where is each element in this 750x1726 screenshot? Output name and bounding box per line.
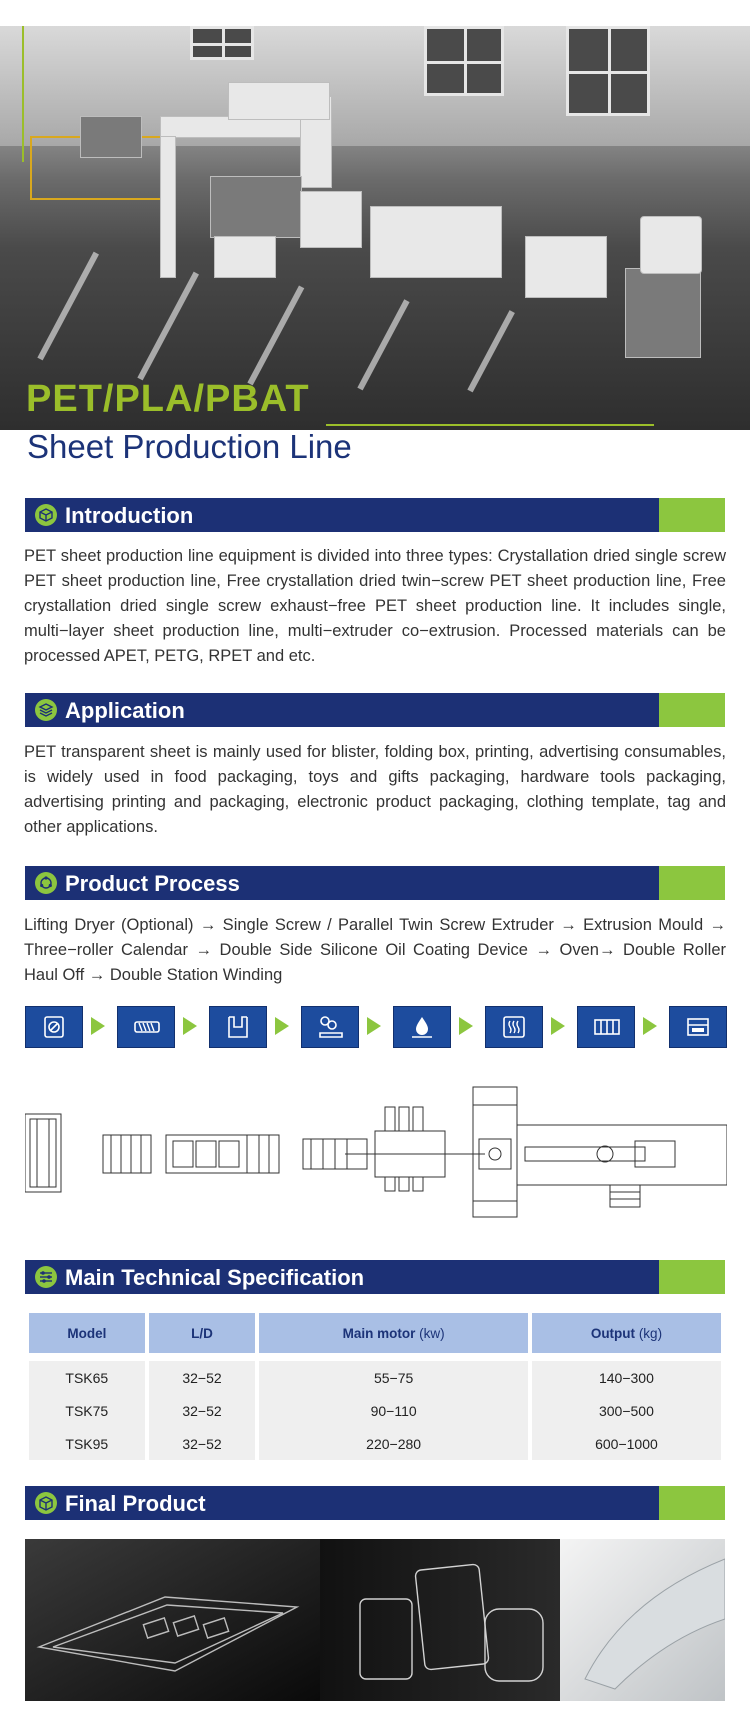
cycle-icon [35, 872, 57, 894]
dryer-icon [25, 1006, 83, 1048]
section-accent [659, 693, 725, 727]
oven [370, 206, 502, 278]
spec-header-main-motor: Main motor (kw) [259, 1313, 528, 1353]
table-row [29, 1361, 721, 1394]
process-arrow [275, 1017, 289, 1035]
section-header-final [25, 1486, 725, 1520]
spec-cell-main-motor: 220−280 [259, 1427, 528, 1460]
process-arrow [643, 1017, 657, 1035]
parking-line [247, 285, 304, 385]
section-accent [659, 866, 725, 900]
calendar-rollers [210, 176, 302, 238]
section-title: Product Process [65, 871, 240, 896]
application-text: PET transparent sheet is mainly used for blister, folding box, printing, advertising consumables, is widely used in food packaging, toys and gifts packaging, hardware tools packaging, advertising printing and packaging, electronic product packaging, clothing template, tag and other applications. [24, 743, 726, 836]
hero-title: PET/PLA/PBAT [26, 378, 310, 420]
calendar-icon [301, 1006, 359, 1048]
section-title: Main Technical Specification [65, 1265, 365, 1290]
table-row [29, 1394, 721, 1427]
spec-cell-output: 140−300 [532, 1361, 721, 1394]
process-arrow [459, 1017, 473, 1035]
hero-accent-line [22, 26, 24, 162]
spec-header-model: Model [29, 1313, 145, 1353]
winder [625, 268, 701, 358]
box-icon [35, 1492, 57, 1514]
process-arrow [551, 1017, 565, 1035]
coating-device [300, 191, 362, 248]
spec-table-header-row [29, 1313, 721, 1353]
building-window [566, 26, 650, 116]
spec-cell-output: 300−500 [532, 1394, 721, 1427]
section-header-introduction [25, 498, 725, 532]
section-title: Application [65, 698, 185, 723]
process-text: Lifting Dryer (Optional) → Single Screw / Parallel Twin Screw Extruder → Extrusion Mould → Three−roller Calendar → Double Side Silicone Oil Coating Device → Oven→ Double Roller Haul Off → Double Station Winding [24, 916, 726, 984]
introduction-text: PET sheet production line equipment is divided into three types: Crystallation dried single screw PET sheet production line, Free crystallation dried twin−screw PET sheet production line, Free crystallation dried single screw exhaust−free PET sheet production line. It includes single, multi−layer sheet production line, multi−extruder co−extrusion. Processed materials can be processed APET, PETG, RPET and etc. [24, 547, 726, 665]
parking-line [37, 252, 99, 361]
parking-line [137, 272, 199, 381]
coating-icon [393, 1006, 451, 1048]
process-arrow [367, 1017, 381, 1035]
building-window [190, 26, 254, 60]
crane-leg [160, 136, 176, 278]
section-header-application [25, 693, 725, 727]
section-header-process [25, 866, 725, 900]
spec-cell-model: TSK95 [29, 1427, 145, 1460]
spec-cell-model: TSK75 [29, 1394, 145, 1427]
parking-line [467, 310, 515, 392]
spec-table [25, 1313, 725, 1460]
dryer-unit [228, 82, 330, 120]
building-window [424, 26, 504, 96]
layers-icon [35, 699, 57, 721]
section-header-spec [25, 1260, 725, 1294]
table-row [29, 1427, 721, 1460]
section-title: Final Product [65, 1491, 206, 1516]
haul-off-icon [577, 1006, 635, 1048]
spec-cell-ld: 32−52 [149, 1394, 256, 1427]
spec-cell-main-motor: 55−75 [259, 1361, 528, 1394]
section-accent [659, 1260, 725, 1294]
product-photo-collage [25, 1539, 725, 1701]
section-accent [659, 1486, 725, 1520]
spec-cell-model: TSK65 [29, 1361, 145, 1394]
cube-icon [35, 504, 57, 526]
sliders-icon [35, 1266, 57, 1288]
section-accent [659, 498, 725, 532]
hero-title-rule [326, 424, 654, 426]
process-arrow [91, 1017, 105, 1035]
spec-header-output: Output (kg) [532, 1313, 721, 1353]
haul-off [525, 236, 607, 298]
winder-head [640, 216, 702, 274]
final-product-photos [25, 1539, 725, 1701]
page-subtitle: Sheet Production Line [27, 428, 352, 465]
spec-cell-main-motor: 90−110 [259, 1394, 528, 1427]
section-title: Introduction [65, 503, 194, 528]
oven-icon [485, 1006, 543, 1048]
spec-header-ld: L/D [149, 1313, 256, 1353]
extruder [80, 116, 142, 158]
spec-cell-ld: 32−52 [149, 1361, 256, 1394]
mould-icon [209, 1006, 267, 1048]
spec-cell-output: 600−1000 [532, 1427, 721, 1460]
spec-cell-ld: 32−52 [149, 1427, 256, 1460]
parking-line [357, 299, 409, 390]
process-steps [25, 1006, 725, 1046]
process-arrow [183, 1017, 197, 1035]
hero-photo [0, 26, 750, 430]
production-line-schematic [25, 1085, 727, 1220]
extruder-icon [117, 1006, 175, 1048]
winding-icon [669, 1006, 727, 1048]
control-cabinet [214, 236, 276, 278]
